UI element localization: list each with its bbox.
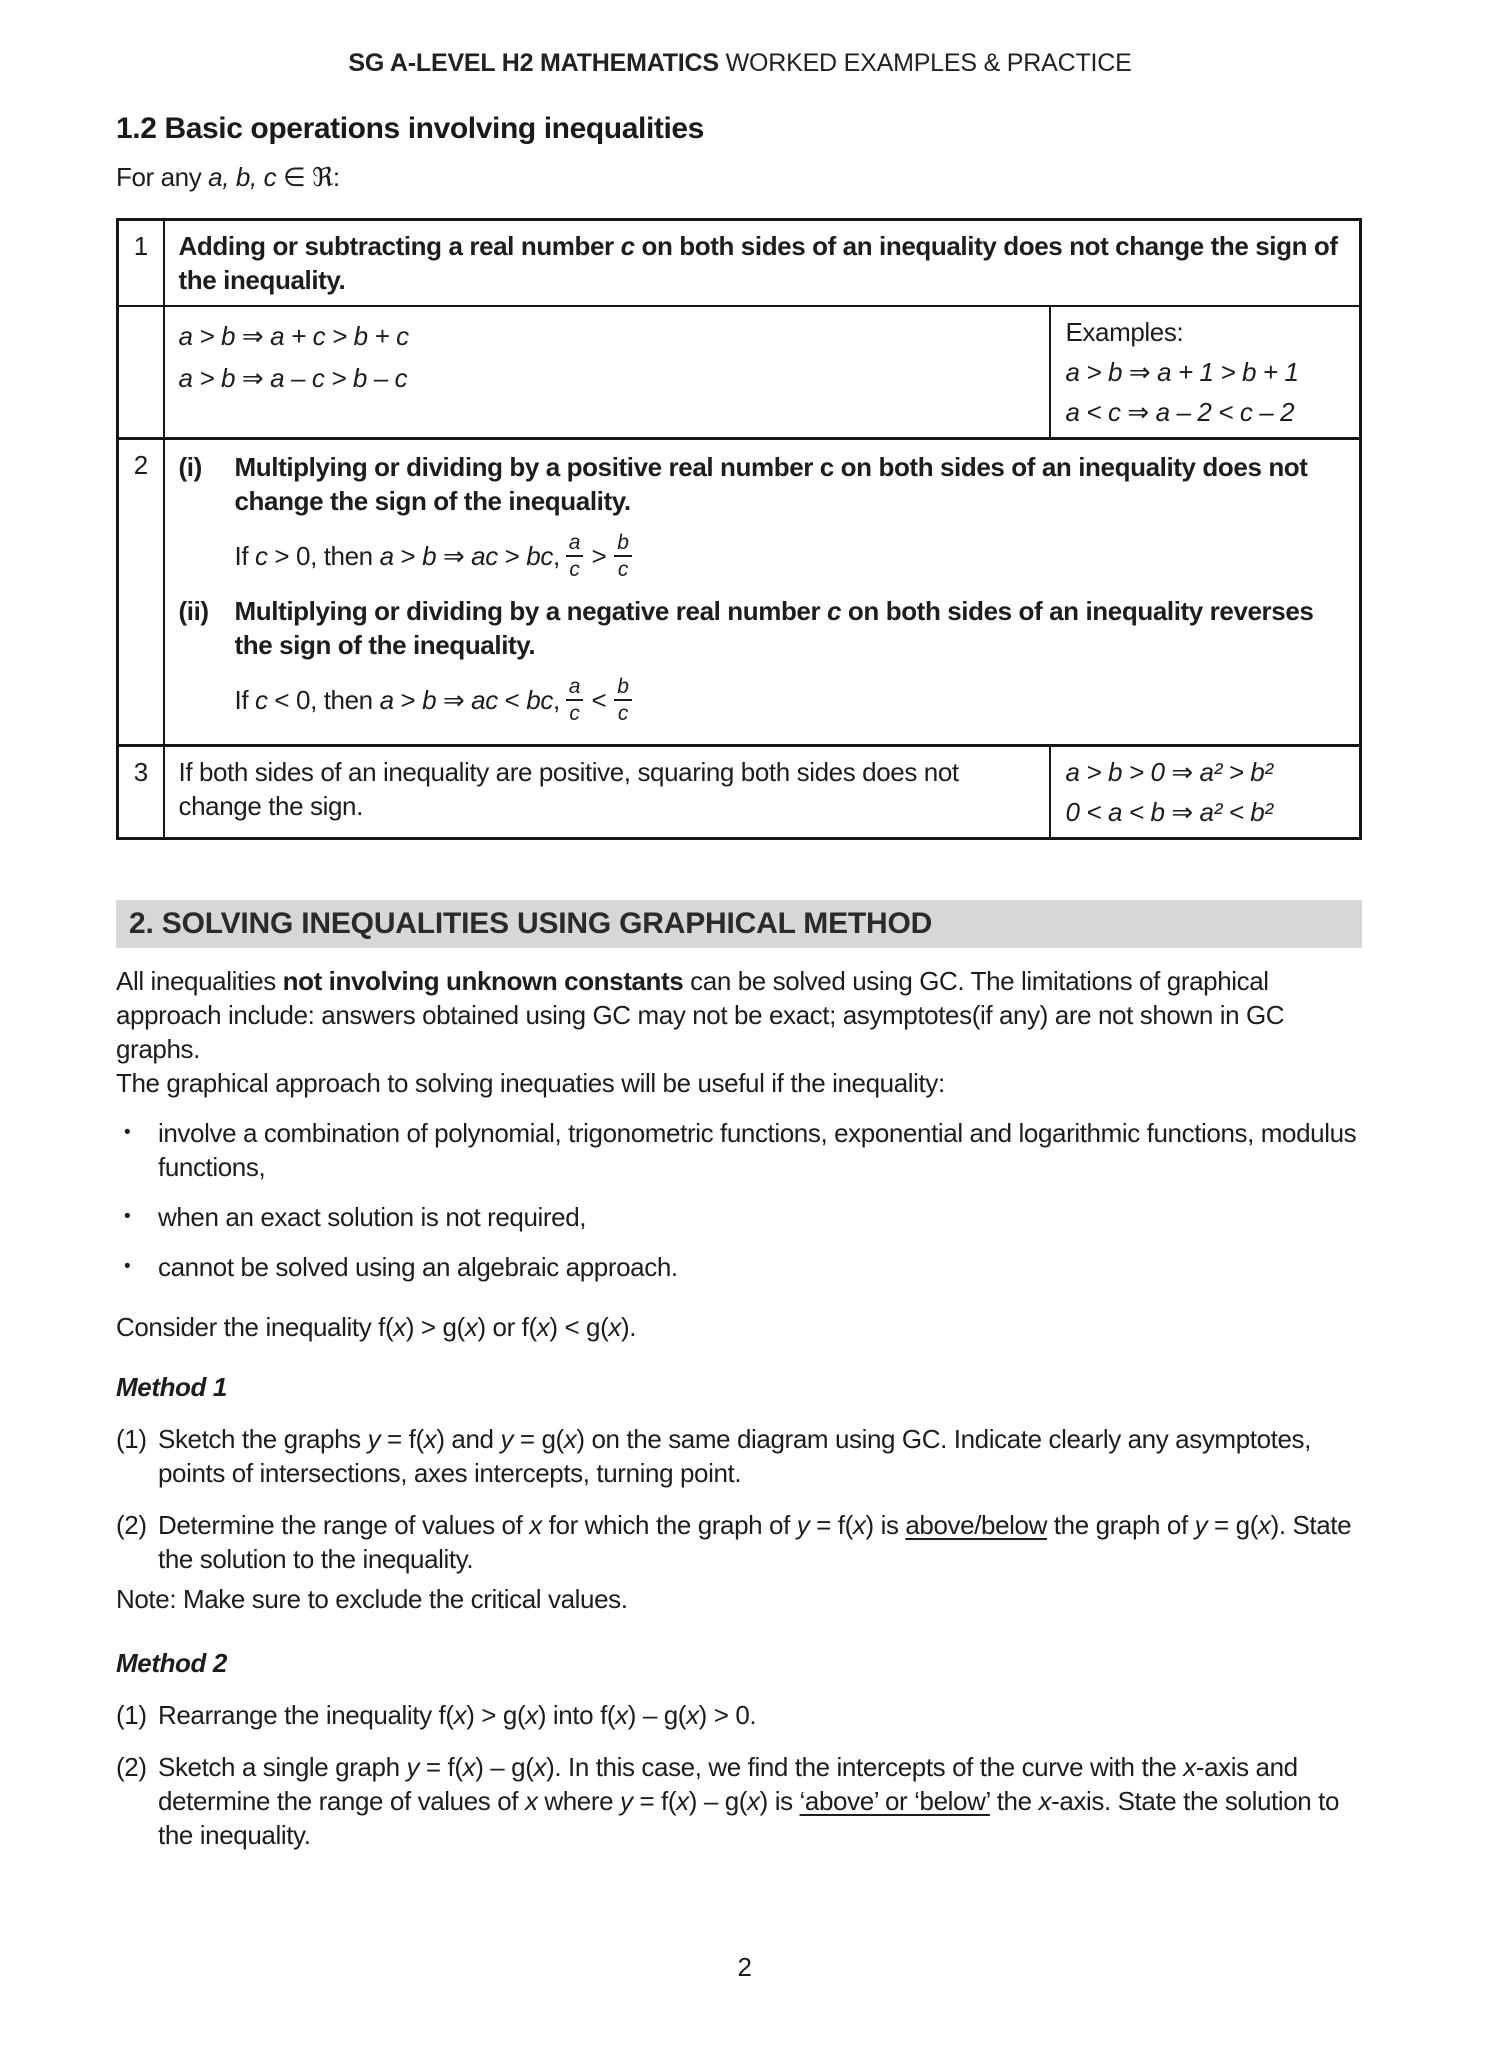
text-run: the graph of <box>1046 1510 1195 1540</box>
text-run: b <box>422 685 437 715</box>
text-run: ). State the solution to the inequality. <box>158 1510 1359 1574</box>
rule-2i-formula-runs <box>235 539 560 573</box>
text-run: c <box>254 541 268 571</box>
text-run: ) or f( <box>477 1312 537 1342</box>
text-run: x <box>615 1700 628 1730</box>
method-2-step-2 <box>116 1750 1364 1852</box>
text-run: y <box>367 1424 381 1454</box>
rule-1-header-row <box>118 220 1361 307</box>
text-run: -axis and determine the range of values of <box>158 1752 1305 1816</box>
text-run: Multiplying or dividing by a negative real number <box>234 596 828 626</box>
text-run: c <box>827 596 842 626</box>
consider-line <box>116 1310 1364 1344</box>
text-run: ) – g( <box>688 1786 748 1816</box>
text-run: x <box>1038 1786 1052 1816</box>
fraction-a-over-c <box>566 530 584 582</box>
rule-1-formula-1: a > b ⇒ a + c > b + c <box>178 321 409 351</box>
text-run: Multiplying or dividing by a positive real number c on both sides of an inequality does not change the sign of the inequality. <box>234 452 1308 516</box>
bullet-text <box>158 1200 1364 1234</box>
text-run: x <box>533 1752 547 1782</box>
rule-1-example-1: a > b ⇒ a + 1 > b + 1 <box>1065 357 1299 387</box>
fraction-denominator: c <box>617 558 629 581</box>
section-2-heading: 2. SOLVING INEQUALITIES USING GRAPHICAL METHOD <box>116 900 1362 948</box>
method-2-title: Method 2 <box>116 1648 227 1678</box>
rule-2ii-formula <box>235 674 1346 726</box>
rule-2i <box>179 450 1346 592</box>
text-run: x <box>393 1312 406 1342</box>
step-label: (1) <box>116 1424 147 1454</box>
rule-2-row <box>118 439 1361 746</box>
doc-header <box>116 46 1364 80</box>
examples-label: Examples: <box>1065 317 1184 347</box>
step-label: (1) <box>116 1700 147 1730</box>
text-run: ) – g( <box>475 1752 534 1782</box>
bullet-text <box>158 1116 1364 1184</box>
rule-2-content <box>164 439 1361 746</box>
text-run: involve a combination of polynomial, trigonometric functions, exponential and logarithmic functions, modulus functions, <box>158 1118 1364 1182</box>
fraction-numerator: a <box>566 530 584 557</box>
text-run: ) > 0. <box>698 1700 757 1730</box>
rule-3-statement: If both sides of an inequality are positive, squaring both sides does not change the sign. <box>164 746 1051 839</box>
section-2-paragraph-2: The graphical approach to solving inequaties will be useful if the inequality: <box>116 1068 945 1098</box>
text-run: x <box>608 1312 621 1342</box>
text-run: For any <box>116 162 209 192</box>
text-run: > <box>393 541 423 571</box>
text-run: c <box>254 685 268 715</box>
text-run: x <box>524 1786 538 1816</box>
step-text <box>158 1508 1364 1576</box>
text-run: ‘above’ or ‘below’ <box>799 1786 990 1816</box>
method-1-step-2 <box>116 1508 1364 1576</box>
text-run: x <box>529 1510 542 1540</box>
text-run: If <box>234 685 255 715</box>
list-item <box>116 1200 1364 1234</box>
method-1-step-1 <box>116 1422 1364 1490</box>
rule-1-number: 1 <box>118 220 164 307</box>
text-run: a, b, c <box>208 162 277 192</box>
list-item <box>116 1116 1364 1184</box>
step-text <box>158 1750 1364 1852</box>
rules-table <box>116 218 1362 840</box>
rule-2i-label: (i) <box>178 452 202 482</box>
text-run: ) is <box>759 1786 800 1816</box>
relation-sign: > <box>591 541 607 571</box>
text-run: = g( <box>1207 1510 1258 1540</box>
text-run: y <box>500 1424 514 1454</box>
rule-1-examples <box>1050 306 1360 439</box>
text-run: ⇒ <box>436 685 472 715</box>
text-run: Determine the range of values of <box>158 1510 530 1540</box>
text-run: ac <box>471 541 498 571</box>
rule-3-example-2: 0 < a < b ⇒ a² < b² <box>1065 797 1273 827</box>
fraction-numerator: a <box>566 674 584 701</box>
text-run: = f( <box>419 1752 463 1782</box>
text-run: > <box>393 685 423 715</box>
text-run: All inequalities <box>116 966 283 996</box>
text-run: , <box>552 685 560 715</box>
rule-2ii-statement <box>235 594 1346 662</box>
text-run: = f( <box>380 1424 424 1454</box>
rule-2ii <box>179 594 1346 736</box>
text-run: -axis. State the solution to the inequality. <box>158 1786 1346 1850</box>
text-run: ) is <box>865 1510 906 1540</box>
text-run: < 0, then <box>267 685 380 715</box>
text-run: y <box>1194 1510 1208 1540</box>
rule-2-number: 2 <box>118 439 164 746</box>
text-run: ) and <box>436 1424 501 1454</box>
section-2-paragraph-1 <box>116 964 1364 1066</box>
page-number: 2 <box>737 1952 752 1982</box>
text-run: above/below <box>905 1510 1047 1540</box>
rule-2ii-formula-runs <box>235 683 560 717</box>
rule-1-body-row <box>118 306 1361 439</box>
doc-header-series: SG A-LEVEL H2 MATHEMATICS <box>348 49 719 77</box>
step-label: (2) <box>116 1510 147 1540</box>
text-run: > 0, then <box>267 541 380 571</box>
text-run: ) on the same diagram using GC. Indicate clearly any asymptotes, points of intersections, axes intercepts, turning point. <box>158 1424 1318 1488</box>
page-content <box>116 0 1364 1852</box>
fraction-numerator: b <box>614 530 632 557</box>
text-run: bc <box>526 541 553 571</box>
rule-1-formula-2: a > b ⇒ a – c > b – c <box>178 363 408 393</box>
rule-1-number-spacer <box>118 306 164 439</box>
text-run: , <box>552 541 560 571</box>
text-run: ) – g( <box>627 1700 687 1730</box>
method-1-note: Note: Make sure to exclude the critical values. <box>116 1584 628 1614</box>
text-run: x <box>464 1312 478 1342</box>
text-run: a <box>379 541 394 571</box>
doc-header-subtitle: WORKED EXAMPLES & PRACTICE <box>718 49 1132 77</box>
text-run: Adding or subtracting a real number <box>178 231 621 261</box>
text-run: ⇒ <box>436 541 472 571</box>
text-run: ac <box>471 685 498 715</box>
text-run: y <box>406 1752 420 1782</box>
text-run: x <box>536 1312 550 1342</box>
rule-3-examples <box>1050 746 1360 839</box>
text-run: x <box>563 1424 577 1454</box>
text-run: the <box>989 1786 1039 1816</box>
rule-1-statement <box>164 220 1361 307</box>
text-run: can be solved using GC. The limitations of graphical approach include: answers obtained using GC may not be exact; asymptotes(if any) are not shown in GC graphs. <box>116 966 1292 1064</box>
rule-1-example-2: a < c ⇒ a – 2 < c – 2 <box>1065 397 1295 427</box>
text-run: on both sides of an inequality reverses the sign of the inequality. <box>234 596 1314 660</box>
text-run: a <box>379 685 394 715</box>
text-run: ) > g( <box>466 1700 526 1730</box>
text-run: ). <box>620 1312 637 1342</box>
list-item <box>116 1250 1364 1284</box>
step-text <box>158 1698 1364 1732</box>
text-run: x <box>462 1752 476 1782</box>
bullet-icon: • <box>124 1122 131 1143</box>
text-run: ) > g( <box>405 1312 465 1342</box>
text-run: = f( <box>632 1786 677 1816</box>
fraction-numerator: b <box>614 674 632 701</box>
rule-2i-statement <box>235 450 1346 518</box>
bullet-icon: • <box>124 1206 131 1227</box>
rule-3-row <box>118 746 1361 839</box>
text-run: > <box>497 541 527 571</box>
rule-2ii-text <box>235 594 1346 736</box>
rule-3-example-1: a > b > 0 ⇒ a² > b² <box>1065 757 1273 787</box>
fraction-denominator: c <box>569 558 580 581</box>
text-run: for which the graph of <box>541 1510 797 1540</box>
text-run: x <box>1257 1510 1271 1540</box>
relation-sign: < <box>591 685 607 715</box>
fraction-b-over-c <box>614 674 632 726</box>
method-1-title: Method 1 <box>116 1372 227 1402</box>
text-run: ) into f( <box>537 1700 616 1730</box>
step-label: (2) <box>116 1752 147 1782</box>
text-run: If <box>234 541 255 571</box>
text-run: cannot be solved using an algebraic approach. <box>158 1252 678 1282</box>
bullet-text <box>158 1250 1364 1284</box>
text-run: ∈ ℜ: <box>276 162 340 192</box>
text-run: ) < g( <box>549 1312 609 1342</box>
text-run: = g( <box>513 1424 564 1454</box>
text-run: Sketch a single graph <box>158 1752 407 1782</box>
fraction-b-over-c <box>614 530 632 582</box>
rule-1-formulas <box>164 306 1051 439</box>
text-run: Rearrange the inequality f( <box>158 1700 454 1730</box>
text-run: x <box>852 1510 866 1540</box>
fraction-denominator: c <box>569 702 580 725</box>
fraction-a-over-c <box>566 674 584 726</box>
text-run: not involving unknown constants <box>282 966 684 996</box>
text-run: = f( <box>809 1510 853 1540</box>
text-run: b <box>422 541 437 571</box>
fraction-denominator: c <box>617 702 629 725</box>
step-text <box>158 1422 1364 1490</box>
text-run: x <box>686 1700 699 1730</box>
rule-2ii-label: (ii) <box>178 596 209 626</box>
text-run: bc <box>526 685 553 715</box>
rule-2i-formula <box>235 530 1346 582</box>
section-1-2-heading: 1.2 Basic operations involving inequalities <box>116 112 704 145</box>
text-run: < <box>497 685 527 715</box>
text-run: y <box>796 1510 810 1540</box>
text-run: Consider the inequality f( <box>116 1312 394 1342</box>
intro-line <box>116 160 1364 194</box>
text-run: x <box>423 1424 437 1454</box>
text-run: x <box>525 1700 538 1730</box>
text-run: on both sides of an inequality does not change the sign of the inequality. <box>178 231 1338 295</box>
text-run: where <box>537 1786 621 1816</box>
method-2-step-1 <box>116 1698 1364 1732</box>
rule-3-number: 3 <box>118 746 164 839</box>
text-run: x <box>453 1700 467 1730</box>
rule-2i-text <box>235 450 1346 592</box>
text-run: x <box>747 1786 760 1816</box>
text-run: Sketch the graphs <box>158 1424 368 1454</box>
text-run: x <box>676 1786 689 1816</box>
text-run: when an exact solution is not required, <box>158 1202 587 1232</box>
text-run: c <box>620 231 635 261</box>
text-run: ). In this case, we find the intercepts of the curve with the <box>546 1752 1184 1782</box>
text-run: x <box>1183 1752 1196 1782</box>
text-run: y <box>620 1786 633 1816</box>
bullet-icon: • <box>124 1256 131 1277</box>
